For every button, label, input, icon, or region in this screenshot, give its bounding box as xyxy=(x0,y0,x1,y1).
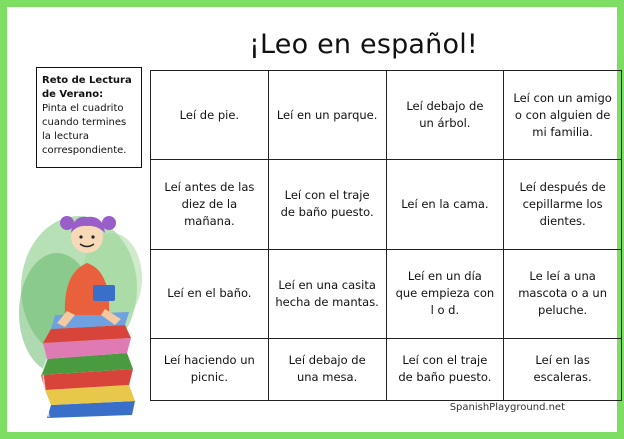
grid-row xyxy=(151,338,622,400)
challenge-cell[interactable]: Leí con un amigo o con alguien de mi familia. xyxy=(504,71,622,160)
challenge-cell[interactable]: Leí con el traje de baño puesto. xyxy=(386,338,504,400)
child-reading-on-books-illustration xyxy=(17,193,147,425)
challenge-cell[interactable]: Le leí a una mascota o a un peluche. xyxy=(504,249,622,338)
challenge-cell[interactable]: Leí en las escaleras. xyxy=(504,338,622,400)
instructions-body: Pinta el cuadrito cuando termines la lectura correspondiente. xyxy=(42,103,127,156)
challenge-cell[interactable]: Leí en el baño. xyxy=(151,249,269,338)
challenge-cell[interactable]: Leí en una casita hecha de mantas. xyxy=(268,249,386,338)
site-credit: SpanishPlayground.net xyxy=(449,402,565,413)
page-title: ¡Leo en español! xyxy=(249,29,478,60)
challenge-cell[interactable]: Leí de pie. xyxy=(151,71,269,160)
challenge-cell[interactable]: Leí en la cama. xyxy=(386,160,504,249)
challenge-cell[interactable]: Leí en un parque. xyxy=(268,71,386,160)
challenge-cell[interactable]: Leí debajo de un árbol. xyxy=(386,71,504,160)
challenge-cell[interactable]: Leí después de cepillarme los dientes. xyxy=(504,160,622,249)
instructions-heading: Reto de Lectura de Verano: xyxy=(42,75,132,100)
challenge-cell[interactable]: Leí antes de las diez de la mañana. xyxy=(151,160,269,249)
challenge-cell[interactable]: Leí debajo de una mesa. xyxy=(268,338,386,400)
grid-row xyxy=(151,249,622,338)
instructions-box xyxy=(36,67,142,168)
grid-row xyxy=(151,71,622,160)
grid-row xyxy=(151,160,622,249)
reading-challenge-grid xyxy=(150,70,622,401)
book-stack xyxy=(41,312,135,418)
challenge-cell[interactable]: Leí haciendo un picnic. xyxy=(151,338,269,400)
challenge-cell[interactable]: Leí en un día que empieza con l o d. xyxy=(386,249,504,338)
challenge-cell[interactable]: Leí con el traje de baño puesto. xyxy=(268,160,386,249)
